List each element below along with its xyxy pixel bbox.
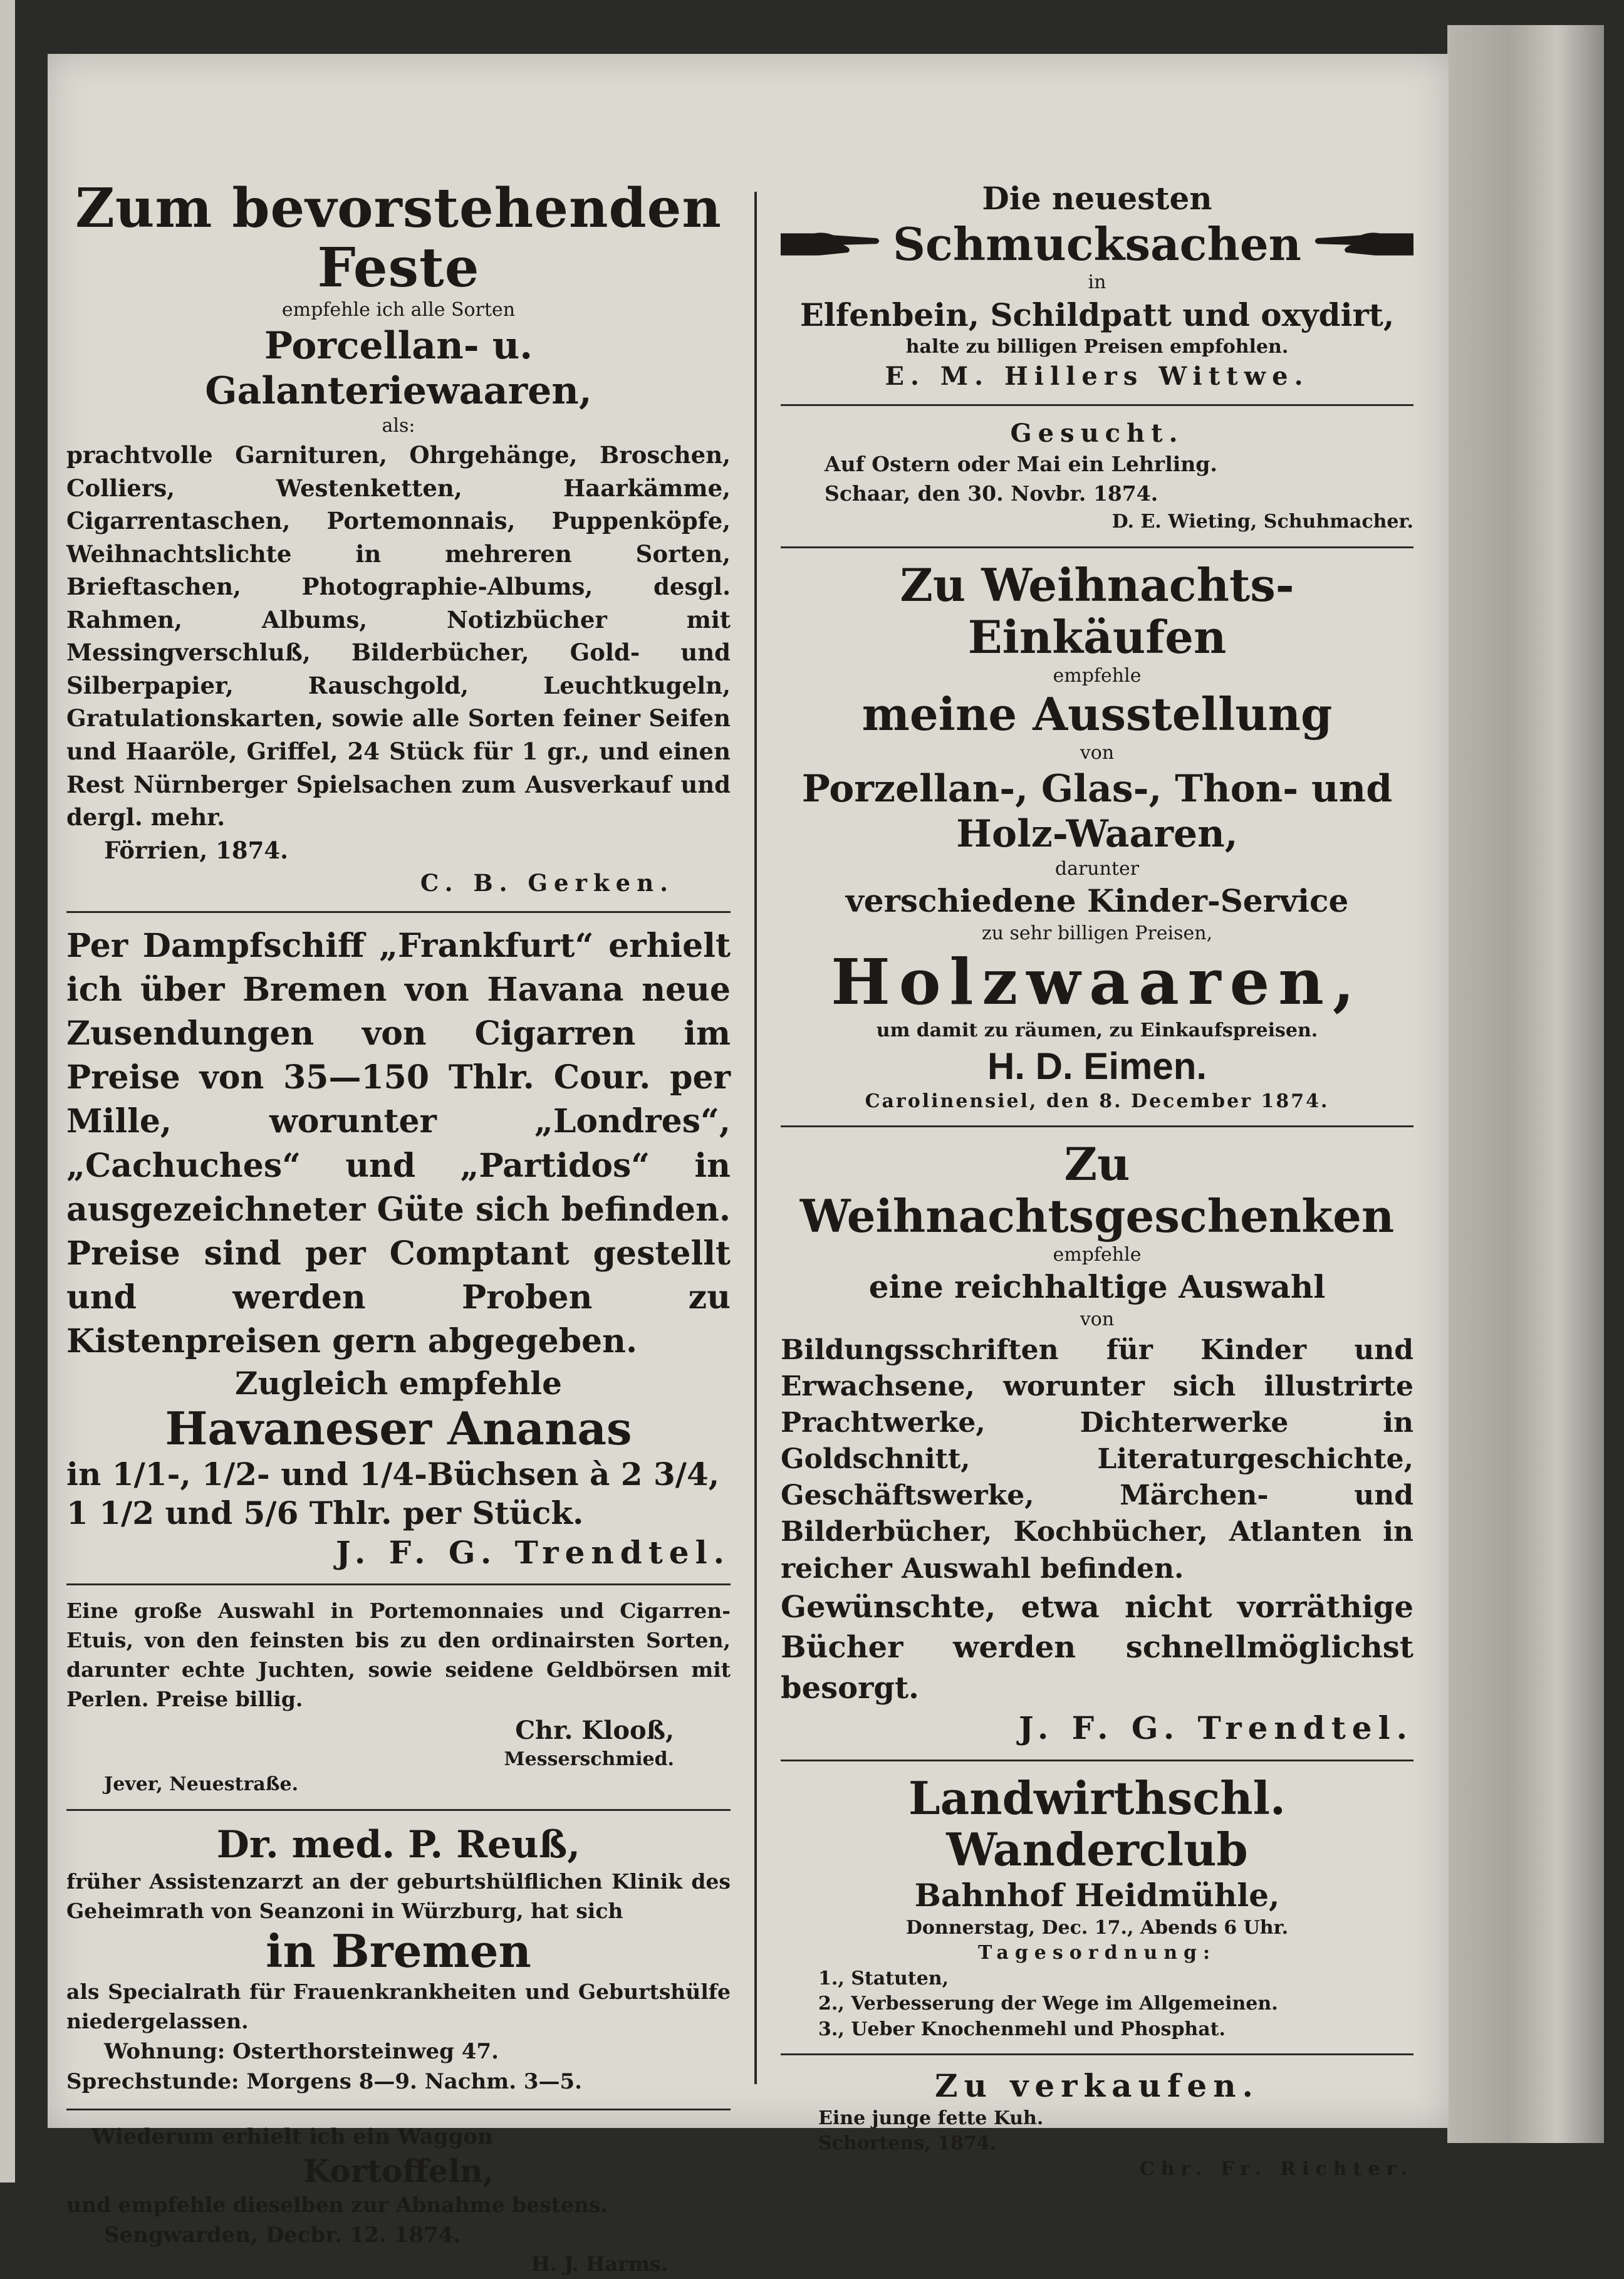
ad-reuss-body: früher Assistenzarzt an der geburtshülflichen Klinik des Geheimrath von Seanzoni in Würzburg, hat sich — [66, 1869, 731, 1923]
ad-eimen-goods1: Porzellan-, Glas-, Thon- und — [801, 766, 1393, 811]
ad-eimen-goods2: Holz-Waaren, — [956, 811, 1238, 856]
ad-harms-place: Sengwarden, Decbr. 12. 1874. — [104, 2223, 461, 2248]
ad-schmuck-line2: Schmucksachen — [893, 217, 1301, 271]
ad-feste-signature: C. B. Gerken. — [420, 869, 674, 897]
ad-schmuck-signature: E. M. Hillers Wittwe. — [885, 361, 1309, 391]
ad-schmuck-line3: in — [1088, 271, 1106, 294]
ad-eimen-preise: zu sehr billigen Preisen, — [981, 922, 1213, 944]
ad-geschenke — [781, 1139, 1413, 1748]
ad-eimen-darunter: darunter — [1054, 857, 1140, 880]
ad-dampfschiff-signature: J. F. G. Trendtel. — [336, 1533, 731, 1571]
ad-reuss-hours: Sprechstunde: Morgens 8—9. Nachm. 3—5. — [66, 2069, 583, 2095]
ad-kloos-name: Chr. Klooß, — [515, 1715, 674, 1745]
ad-eimen-title: Zu Weihnachts-Einkäufen — [900, 558, 1294, 664]
ad-wanderclub-agenda: Tagesordnung: — [977, 1942, 1217, 1964]
ad-gesucht-line1: Auf Ostern oder Mai ein Lehrling. — [825, 451, 1217, 476]
ad-harms-product: Kortoffeln, — [303, 2152, 494, 2189]
ad-geschenke-title: Zu Weihnachtsgeschenken — [799, 1137, 1395, 1243]
ad-dampfschiff-ananas: Havaneser Ananas — [165, 1402, 632, 1455]
ad-feste-category: Porcellan- u. Galanteriewaaren, — [205, 323, 592, 413]
ad-eimen — [781, 560, 1413, 1114]
ad-feste-place: Förrien, 1874. — [104, 836, 289, 864]
ad-schmuck-headline-row — [781, 219, 1413, 271]
ad-eimen-name: H. D. Eimen. — [987, 1045, 1207, 1087]
separator-rule — [66, 1583, 731, 1585]
ad-reuss-name: Dr. med. P. Reuß, — [216, 1822, 581, 1867]
separator-rule — [781, 1760, 1413, 1761]
ad-geschenke-signature: J. F. G. Trendtel. — [1019, 1709, 1413, 1747]
left-column — [66, 179, 731, 2279]
ad-verkaufen-line1: Eine junge fette Kuh. — [818, 2107, 1044, 2129]
ad-dampfschiff-ananas-line2: 1 1/2 und 5/6 Thlr. per Stück. — [66, 1494, 584, 1532]
ad-eimen-empfehle: empfehle — [1053, 664, 1142, 687]
ad-gesucht-signature: D. E. Wieting, Schuhmacher. — [1111, 510, 1413, 533]
ad-kloos — [66, 1597, 731, 1797]
book-page-edges — [1447, 25, 1604, 2143]
ad-kloos-body: Eine große Auswahl in Portemonnaies und Cigarren-Etuis, von den feinsten bis zu den ordinairsten Sorten, darunter echte Juchten, sowie seidene Geldbörsen mit Perlen. Preise billig. — [66, 1598, 731, 1711]
ad-wanderclub-date: Donnerstag, Dec. 17., Abends 6 Uhr. — [905, 1916, 1289, 1939]
ad-feste-als: als: — [382, 414, 415, 437]
ad-wanderclub-item: 1., Statuten, — [818, 1967, 949, 1990]
pointing-hand-right-icon — [781, 222, 882, 266]
ad-dampfschiff-body2: Preise sind per Comptant gestellt und werden Proben zu Kistenpreisen gern abgegeben. — [66, 1234, 731, 1361]
ad-gesucht-title: Gesucht. — [1010, 418, 1184, 448]
separator-rule — [66, 2109, 731, 2110]
right-column — [781, 179, 1413, 2182]
ad-kloos-place: Jever, Neuestraße. — [104, 1773, 299, 1796]
ad-eimen-ausstellung: meine Ausstellung — [861, 687, 1333, 741]
ad-verkaufen — [781, 2067, 1413, 2182]
ad-feste-headline: Zum bevorstehenden Feste — [75, 177, 722, 300]
ad-harms-intro: Wiederum erhielt ich ein Waggon — [91, 2124, 493, 2149]
ad-kloos-trade: Messerschmied. — [504, 1748, 674, 1770]
ad-reuss-address: Wohnung: Osterthorsteinweg 47. — [104, 2038, 499, 2064]
ad-dampfschiff-zugleich: Zugleich empfehle — [235, 1364, 562, 1402]
ad-gesucht — [781, 417, 1413, 535]
ad-geschenke-auswahl: eine reichhaltige Auswahl — [868, 1268, 1326, 1306]
separator-rule — [781, 2053, 1413, 2055]
ad-reuss-city: in Bremen — [266, 1924, 531, 1978]
ad-verkaufen-signature: Chr. Fr. Richter. — [1139, 2157, 1413, 2180]
ad-reuss — [66, 1822, 731, 2097]
ad-eimen-place: Carolinensiel, den 8. December 1874. — [865, 1090, 1330, 1112]
ad-eimen-service: verschiedene Kinder-Service — [845, 882, 1349, 919]
ad-schmuck — [781, 179, 1413, 393]
pointing-hand-left-icon — [1313, 222, 1413, 266]
newspaper-page — [48, 54, 1449, 2276]
ad-verkaufen-title: Zu verkaufen. — [935, 2067, 1259, 2105]
ad-schmuck-line5: halte zu billigen Preisen empfohlen. — [905, 336, 1289, 358]
ad-dampfschiff — [66, 924, 731, 1573]
ad-harms-signature: H. J. Harms. — [531, 2252, 668, 2276]
ad-wanderclub-item: 2., Verbesserung der Wege im Allgemeinen. — [818, 1993, 1278, 2015]
separator-rule — [66, 1809, 731, 1811]
ad-dampfschiff-ananas-line1: in 1/1-, 1/2- und 1/4-Büchsen à 2 3/4, — [66, 1455, 720, 1493]
separator-rule — [781, 1125, 1413, 1127]
column-divider — [754, 192, 757, 2084]
ad-feste — [66, 179, 731, 900]
ad-wanderclub — [781, 1773, 1413, 2043]
ad-schmuck-line4: Elfenbein, Schildpatt und oxydirt, — [799, 296, 1395, 333]
ad-reuss-body2: als Specialrath für Frauenkrankheiten und Geburtshülfe niedergelassen. — [66, 1979, 731, 2034]
ad-verkaufen-place: Schortens, 1874. — [818, 2132, 997, 2155]
ad-wanderclub-title: Landwirthschl. Wanderclub — [908, 1771, 1286, 1877]
adjacent-page-edge — [0, 0, 15, 2183]
ad-feste-body: prachtvolle Garnituren, Ohrgehänge, Broschen, Colliers, Westenketten, Haarkämme, Cigarrentaschen, Portemonnais, Puppenköpfe, Weihnachtslichte in mehreren Sorten, Brieftaschen, Photographie-Albums, desgl. Rahmen, Albums, Notizbücher mit Messingverschluß, Bilderbücher, Gold- und Silberpapier, Rauschgold, Leuchtkugeln, Gratulationskarten, sowie alle Sorten feiner Seifen und Haaröle, Griffel, 24 Stück für 1 gr., und einen Rest Nürnberger Spielsachen zum Ausverkauf und dergl. mehr. — [66, 441, 731, 832]
separator-rule — [781, 404, 1413, 406]
ad-feste-intro: empfehle ich alle Sorten — [281, 299, 516, 321]
ad-wanderclub-item: 3., Ueber Knochenmehl und Phosphat. — [818, 2018, 1226, 2040]
ad-eimen-von: von — [1080, 742, 1115, 764]
separator-rule — [66, 911, 731, 913]
ad-gesucht-line2: Schaar, den 30. Novbr. 1874. — [825, 481, 1158, 506]
separator-rule — [781, 546, 1413, 548]
ad-dampfschiff-body: Per Dampfschiff „Frankfurt“ erhielt ich über Bremen von Havana neue Zusendungen von Cigarren im Preise von 35—150 Thlr. Cour. per Mille, worunter „Londres“, „Cachuches“ und „Partidos“ in ausgezeichneter Güte sich befinden. — [66, 926, 731, 1229]
ad-eimen-holzwaaren: Holzwaaren, — [831, 945, 1363, 1019]
ad-geschenke-body2: Gewünschte, etwa nicht vorräthige Bücher werden schnellmöglichst besorgt. — [781, 1589, 1413, 1706]
ad-wanderclub-place: Bahnhof Heidmühle, — [914, 1877, 1280, 1914]
ad-harms — [66, 2122, 731, 2279]
ad-eimen-raeumen: um damit zu räumen, zu Einkaufspreisen. — [876, 1020, 1318, 1041]
ad-geschenke-empfehle: empfehle — [1053, 1243, 1142, 1266]
ad-schmuck-line1: Die neuesten — [982, 180, 1212, 217]
ad-harms-body: und empfehle dieselben zur Abnahme bestens. — [66, 2193, 608, 2218]
ad-geschenke-von: von — [1080, 1308, 1115, 1330]
ad-geschenke-body: Bildungsschriften für Kinder und Erwachsene, worunter sich illustrirte Prachtwerke, Dichterwerke in Goldschnitt, Literaturgeschichte, Geschäftswerke, Märchen- und Bilderbücher, Kochbücher, Atlanten in reicher Auswahl befinden. — [781, 1334, 1413, 1585]
